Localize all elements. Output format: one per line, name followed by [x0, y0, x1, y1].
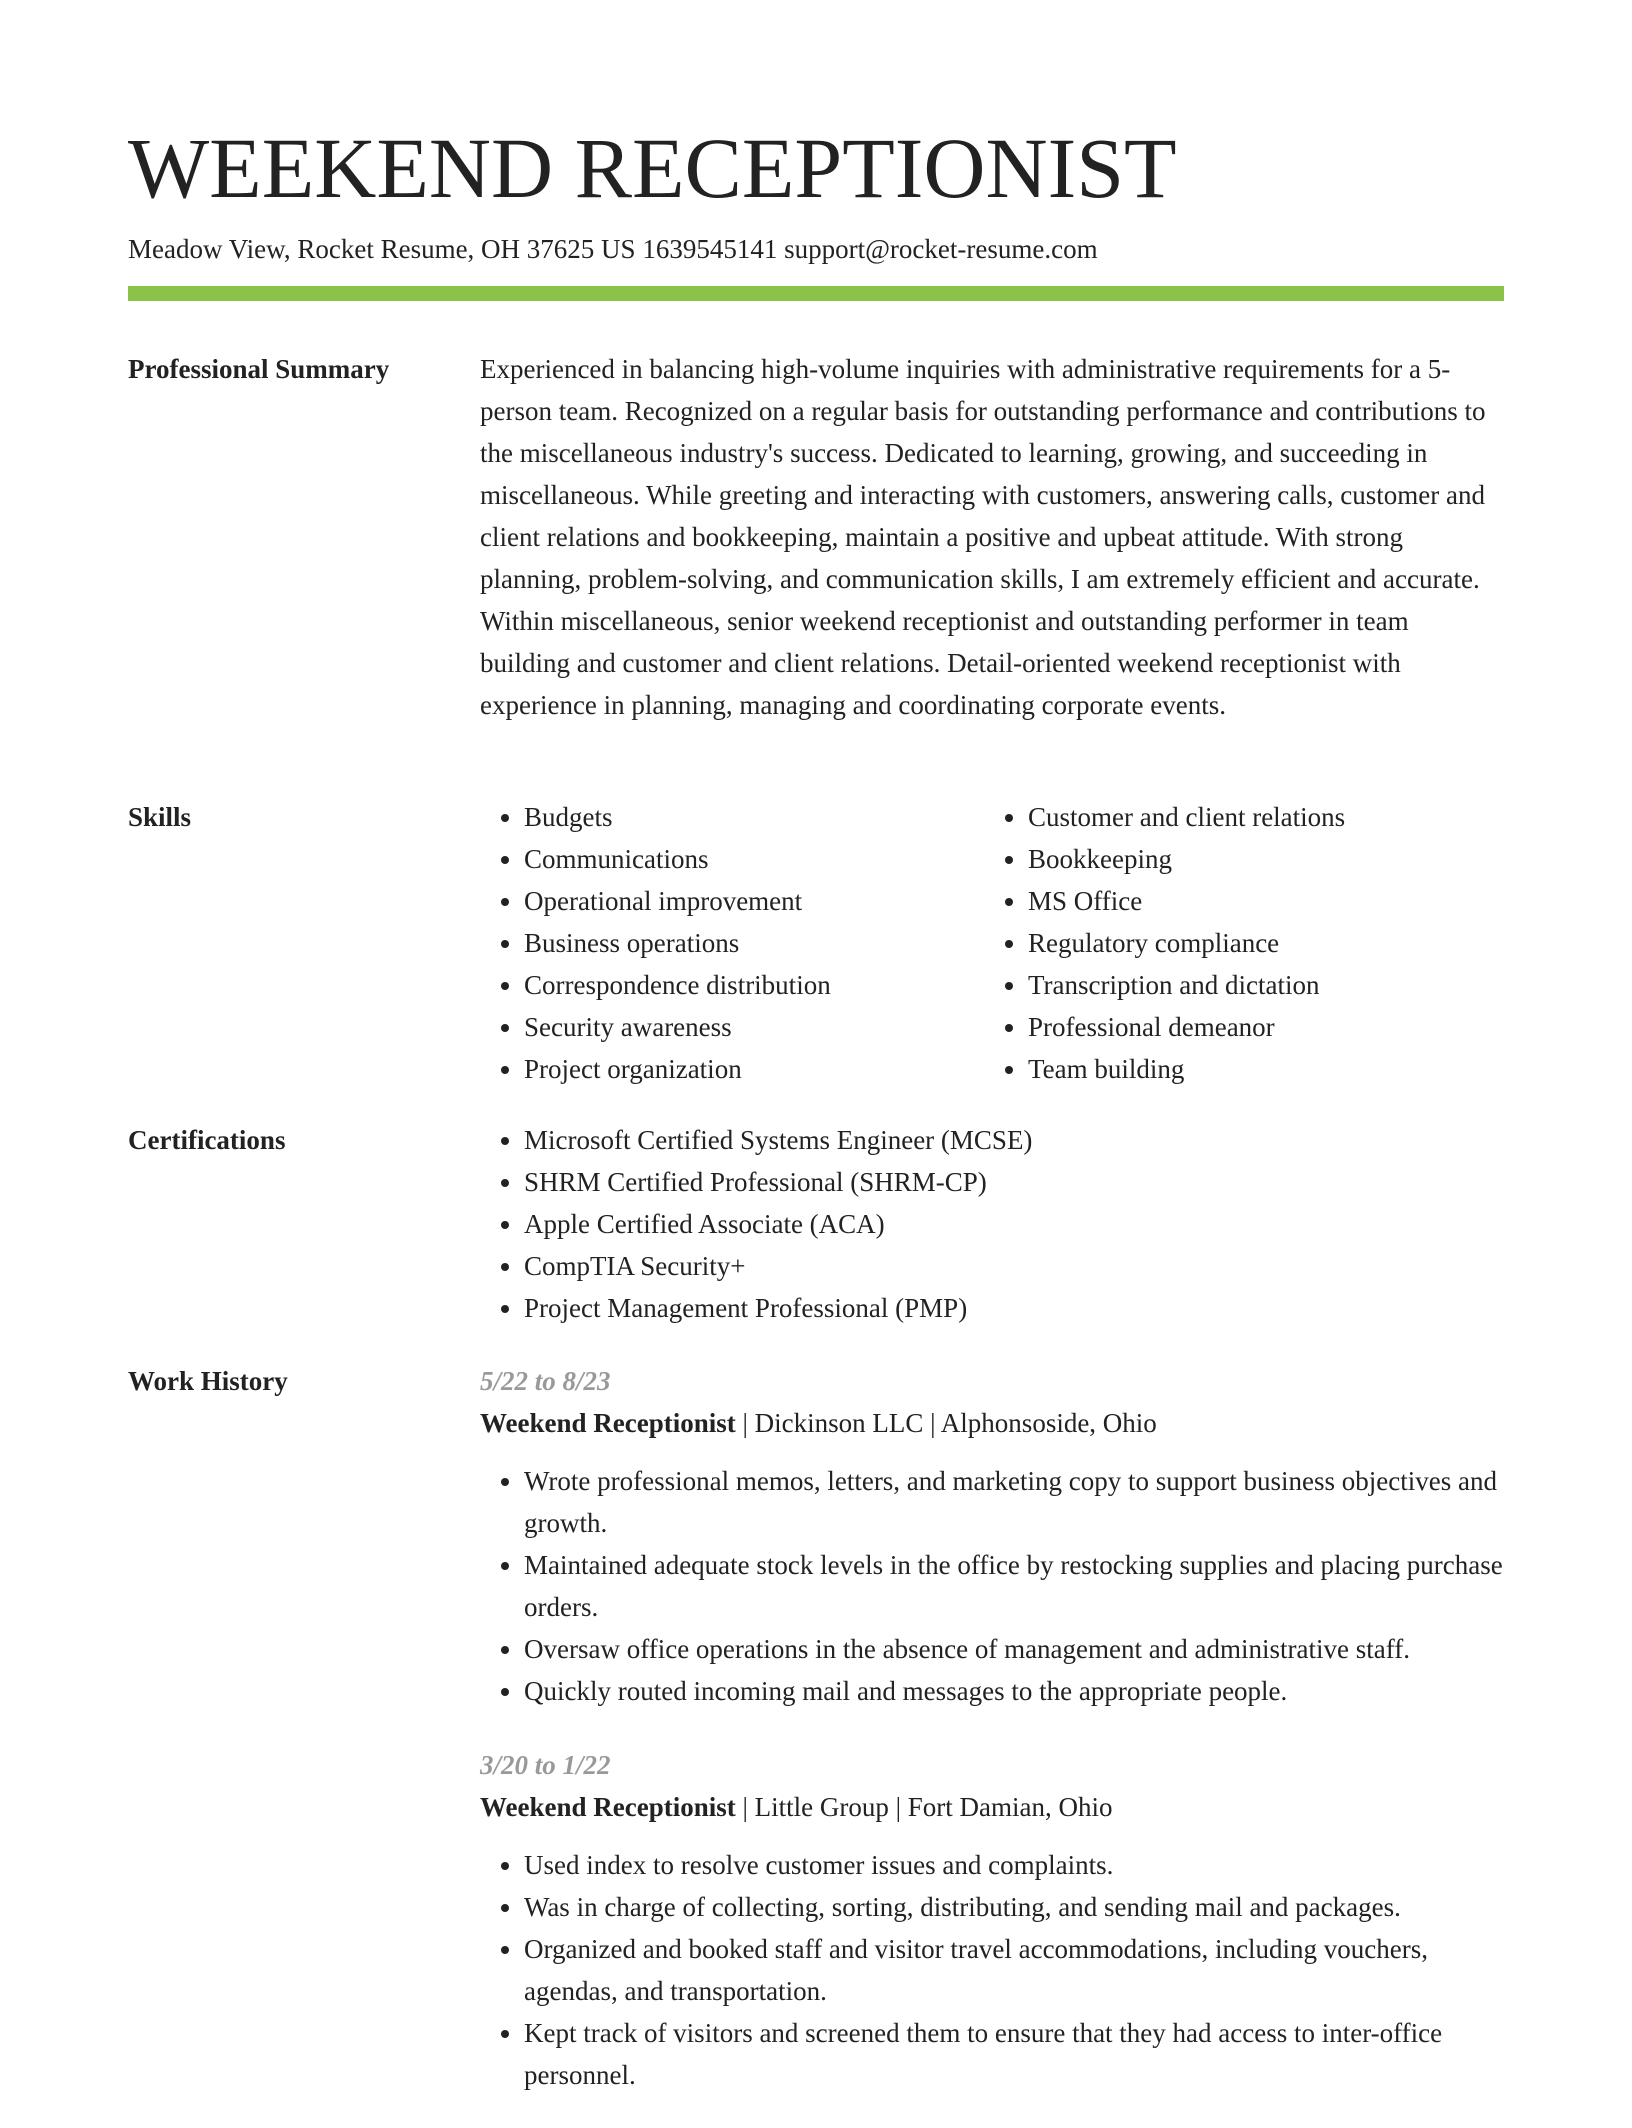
skill-item: • Bookkeeping — [1028, 838, 1488, 880]
skill-item: • Transcription and dictation — [1028, 964, 1488, 1006]
job-title: Weekend Receptionist — [480, 1792, 736, 1822]
skill-item: • MS Office — [1028, 880, 1488, 922]
contact-line: Meadow View, Rocket Resume, OH 37625 US 1639545141 support@rocket-resume.com — [128, 234, 1098, 264]
certifications-heading: Certifications — [128, 1125, 286, 1155]
job-bullet: • Was in charge of collecting, sorting, distributing, and sending mail and packages. — [524, 1886, 1504, 1928]
skills-list-right — [984, 796, 1488, 1090]
skill-item: • Regulatory compliance — [1028, 922, 1488, 964]
summary-heading: Professional Summary — [128, 354, 390, 384]
skills-body — [480, 796, 1504, 1090]
skills-list-left — [480, 796, 984, 1090]
job-dates: 3/20 to 1/22 — [480, 1750, 611, 1780]
work-history-body — [480, 1360, 1504, 2128]
skill-item: • Budgets — [524, 796, 984, 838]
skill-item: • Correspondence distribution — [524, 964, 984, 1006]
job-bullet: • Kept track of visitors and screened them to ensure that they had access to inter-office personnel. — [524, 2012, 1504, 2096]
job-dates: 5/22 to 8/23 — [480, 1366, 611, 1396]
skill-item: • Project organization — [524, 1048, 984, 1090]
certification-item: • SHRM Certified Professional (SHRM-CP) — [524, 1161, 1504, 1203]
certifications-list — [480, 1119, 1504, 1329]
job-entry — [480, 1360, 1504, 1712]
certification-item: • Microsoft Certified Systems Engineer (MCSE) — [524, 1119, 1504, 1161]
job-bullet: • Wrote professional memos, letters, and marketing copy to support business objectives and growth. — [524, 1460, 1504, 1544]
skill-item: • Customer and client relations — [1028, 796, 1488, 838]
certifications-body — [480, 1119, 1504, 1329]
skill-item: • Communications — [524, 838, 984, 880]
job-title-line — [480, 1402, 1504, 1444]
job-bullets — [480, 1844, 1504, 2096]
job-bullet: • Quickly routed incoming mail and messages to the appropriate people. — [524, 1670, 1504, 1712]
certification-item: • Apple Certified Associate (ACA) — [524, 1203, 1504, 1245]
job-employer-location: | Little Group | Fort Damian, Ohio — [735, 1792, 1113, 1822]
skill-item: • Professional demeanor — [1028, 1006, 1488, 1048]
header-divider — [128, 286, 1504, 301]
summary-body — [480, 348, 1504, 726]
job-entry — [480, 1744, 1504, 2096]
job-title-line — [480, 1786, 1504, 1828]
skill-item: • Operational improvement — [524, 880, 984, 922]
skill-item: • Security awareness — [524, 1006, 984, 1048]
job-bullets — [480, 1460, 1504, 1712]
certification-item: • CompTIA Security+ — [524, 1245, 1504, 1287]
skill-item: • Business operations — [524, 922, 984, 964]
job-title: Weekend Receptionist — [480, 1408, 736, 1438]
job-bullet: • Organized and booked staff and visitor travel accommodations, including vouchers, agendas, and transportation. — [524, 1928, 1504, 2012]
certification-item: • Project Management Professional (PMP) — [524, 1287, 1504, 1329]
skills-heading: Skills — [128, 802, 192, 832]
resume-name: WEEKEND RECEPTIONIST — [128, 120, 1177, 216]
skill-item: • Team building — [1028, 1048, 1488, 1090]
summary-text: Experienced in balancing high-volume inquiries with administrative requirements for a 5-person team. Recognized on a regular basis for outstanding performance and contributions to the miscellaneous industry's success. Dedicated to learning, growing, and succeeding in miscellaneous. While greeting and interacting with customers, answering calls, customer and client relations and bookkeeping, maintain a positive and upbeat attitude. With strong planning, problem-solving, and communication skills, I am extremely efficient and accurate. Within miscellaneous, senior weekend receptionist and outstanding performer in team building and customer and client relations. Detail-oriented weekend receptionist with experience in planning, managing and coordinating corporate events. — [480, 354, 1486, 720]
work-history-heading: Work History — [128, 1366, 288, 1396]
job-employer-location: | Dickinson LLC | Alphonsoside, Ohio — [735, 1408, 1157, 1438]
job-bullet: • Maintained adequate stock levels in the office by restocking supplies and placing purchase orders. — [524, 1544, 1504, 1628]
job-bullet: • Oversaw office operations in the absence of management and administrative staff. — [524, 1628, 1504, 1670]
job-bullet: • Used index to resolve customer issues and complaints. — [524, 1844, 1504, 1886]
